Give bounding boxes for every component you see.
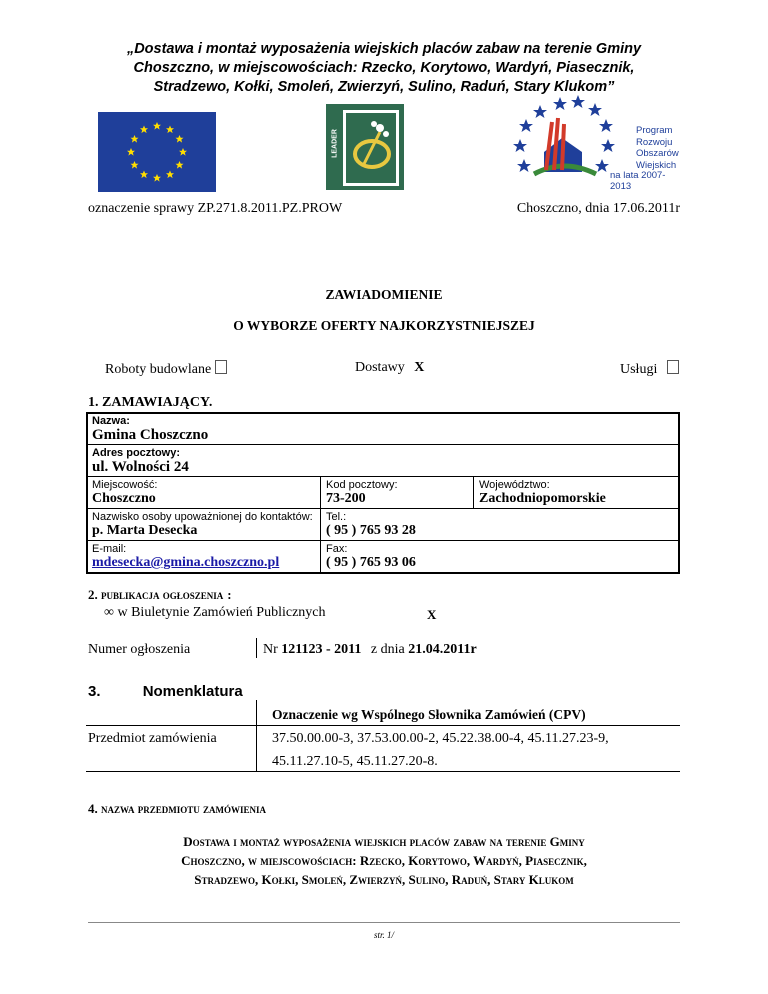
province-value: Zachodniopomorskie [479, 491, 606, 506]
contact-value: p. Marta Desecka [92, 523, 198, 538]
section-3-number: 3. [88, 683, 101, 700]
section-2-number: 2. [88, 587, 98, 602]
prow-logo [500, 92, 680, 196]
eu-flag-graphic [98, 112, 216, 192]
header-title-line-2: Choszczno, w miejscowościach: Rzecko, Korytowo, Wardyń, Piasecznik, [133, 60, 635, 76]
notice-number-value: 121123 - 2011 [281, 642, 362, 657]
email-link[interactable]: mdesecka@gmina.choszczno.pl [92, 555, 280, 570]
section-2-heading [88, 587, 232, 603]
place-and-date: Choszczno, dnia 17.06.2011r [516, 201, 680, 216]
section-1-heading: 1. ZAMAWIAJĄCY. [88, 395, 213, 410]
postal-value: 73-200 [326, 491, 366, 506]
type-works-label: Roboty budowlane [105, 362, 212, 377]
notice-number [263, 642, 477, 658]
works-checkbox [215, 360, 227, 374]
page-number: str. 1/ [373, 930, 394, 940]
email-label: E-mail: [92, 543, 127, 555]
city-label: Miejscowość: [92, 479, 158, 491]
header-title-line-3: Stradzewo, Kołki, Smoleń, Zwierzyń, Sulino, Raduń, Stary Klukom” [153, 79, 615, 95]
bulletin-bullet: ∞ [104, 605, 114, 620]
section-4-heading [88, 801, 266, 817]
cpv-line-1: 37.50.00.00-3, 37.53.00.00-2, 45.22.38.00-4, 45.11.27.23-9, [272, 731, 609, 746]
prow-years-text: na lata 2007-2013 [610, 170, 666, 192]
tel-label: Tel.: [326, 511, 347, 523]
document-title: ZAWIADOMIENIE [325, 287, 443, 302]
city-value: Choszczno [92, 491, 156, 506]
prow-rozwoju-text: Rozwoju [636, 136, 673, 148]
name-label: Nazwa: [92, 415, 130, 427]
leader-logo [326, 104, 404, 190]
postal-label: Kod pocztowy: [326, 479, 398, 491]
section-3-heading [88, 683, 243, 700]
name-value: Gmina Choszczno [92, 427, 209, 443]
supplies-mark: X [414, 360, 425, 375]
subject-name-line-1: Dostawa i montaż wyposażenia wiejskich placów zabaw na terenie Gminy [183, 834, 585, 849]
type-services-label: Usługi [620, 362, 658, 377]
section-4-title: nazwa przedmiotu zamówienia [101, 801, 267, 816]
bulletin-mark: X [427, 607, 437, 622]
services-checkbox [667, 360, 679, 374]
type-works [105, 360, 227, 378]
section-3-title: Nomenklatura [142, 683, 243, 700]
address-label: Adres pocztowy: [92, 447, 181, 459]
cpv-line-2: 45.11.27.10-5, 45.11.27.20-8. [272, 754, 438, 769]
tel-value: ( 95 ) 765 93 28 [326, 523, 416, 538]
type-supplies-label: Dostawy [355, 360, 405, 375]
type-supplies [355, 360, 424, 376]
footer-rule [88, 922, 680, 923]
document-subtitle: O WYBORZE OFERTY NAJKORZYSTNIEJSZEJ [233, 318, 535, 333]
cpv-header: Oznaczenie wg Wspólnego Słownika Zamówień (CPV) [272, 707, 586, 722]
leader-logo-text: LEADER [331, 129, 339, 158]
section-2-colon: : [227, 587, 232, 602]
prow-program-text: Program [636, 125, 673, 136]
notice-date-prefix: z dnia [370, 642, 405, 657]
notice-number-label: Numer ogłoszenia [88, 642, 191, 657]
notice-date-value: 21.04.2011r [408, 642, 477, 657]
section-4-number: 4. [88, 801, 98, 816]
type-services [620, 360, 679, 378]
subject-name-line-3: Stradzewo, Kołki, Smoleń, Zwierzyń, Sulino, Raduń, Stary Klukom [194, 872, 574, 887]
bulletin-text: w Biuletynie Zamówień Publicznych [117, 605, 326, 620]
fax-value: ( 95 ) 765 93 06 [326, 555, 416, 570]
subject-label: Przedmiot zamówienia [88, 731, 217, 746]
prow-wiejskich-text: Wiejskich [636, 159, 677, 171]
fax-label: Fax: [326, 543, 348, 555]
subject-name-line-2: Choszczno, w miejscowościach: Rzecko, Korytowo, Wardyń, Piasecznik, [181, 853, 587, 868]
document-header-title [60, 40, 708, 97]
contact-label: Nazwisko osoby upoważnionej do kontaktów: [92, 511, 313, 523]
section-2-title: publikacja ogłoszenia [101, 587, 224, 602]
subject-name [40, 832, 728, 889]
eu-flag-logo [98, 112, 216, 192]
address-value: ul. Wolności 24 [92, 459, 189, 475]
notice-prefix: Nr [263, 642, 278, 657]
province-label: Województwo: [479, 479, 550, 491]
header-title-line-1: „Dostawa i montaż wyposażenia wiejskich placów zabaw na terenie Gminy [126, 41, 642, 57]
bulletin-item [104, 605, 326, 621]
prow-obszarow-text: Obszarów [636, 148, 679, 159]
case-reference: oznaczenie sprawy ZP.271.8.2011.PZ.PROW [88, 201, 343, 216]
